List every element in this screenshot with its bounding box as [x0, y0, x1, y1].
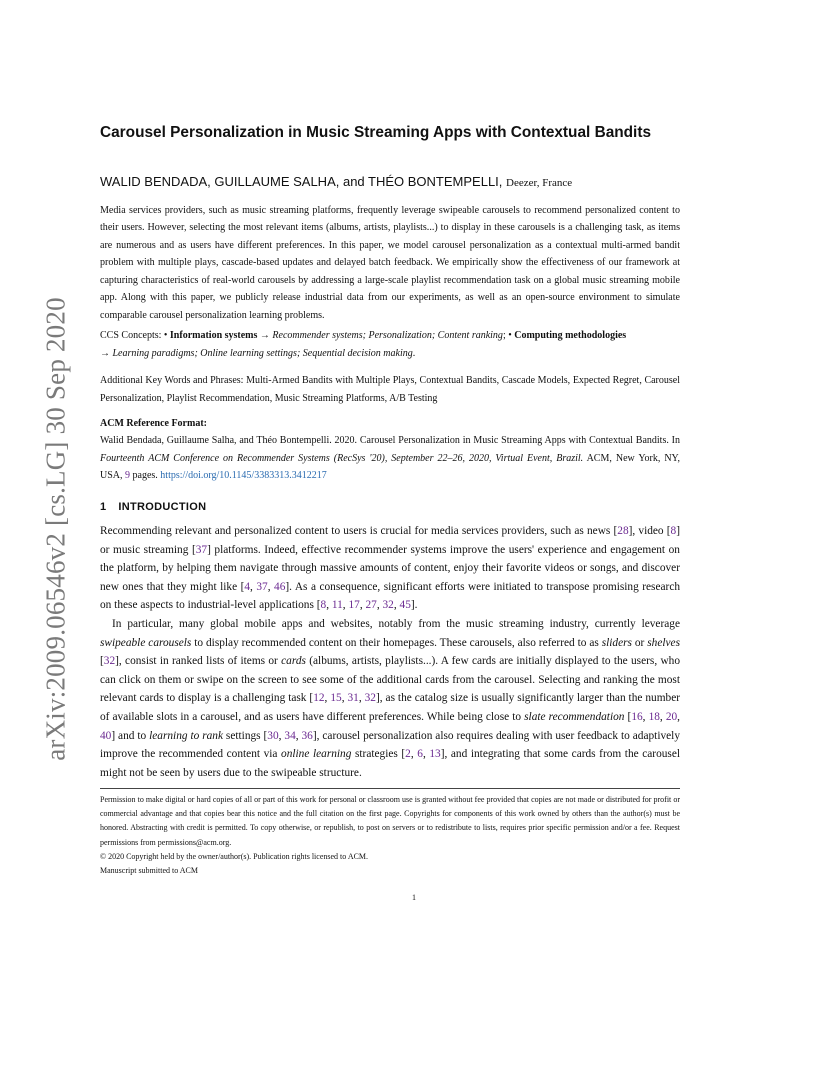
emphasis: shelves [647, 636, 681, 649]
text: (albums, artists, playlists...). A few cards are initially displayed to the users, who can click on them or swipe on the screen to see some of the additional cards from the carousel. Selecting and ranking the most relevant cards to display is a challenging task [ [100, 655, 680, 705]
text: , [359, 599, 366, 612]
acm-reference [100, 432, 680, 485]
keywords: Additional Key Words and Phrases: Multi-Armed Bandits with Multiple Plays, Contextual Bandits, Cascade Models, Expected Regret, Carousel Personalization, Playlist Recommendation, Music Streaming Platforms, A/B Testing [100, 375, 680, 404]
citation-link[interactable]: 8 [670, 525, 677, 537]
text: Recommending relevant and personalized content to users is crucial for media services providers, such as news [ [100, 525, 618, 537]
citation-link[interactable]: 34 [284, 729, 296, 742]
ccs-label: CCS Concepts: • [100, 330, 168, 341]
citation-link[interactable]: 20 [665, 710, 678, 723]
text: ], video [ [628, 525, 671, 537]
ccs-category-1: Information systems [169, 330, 258, 341]
citation-link[interactable]: 31 [347, 692, 359, 705]
section-title: INTRODUCTION [118, 501, 207, 513]
section-number: 1 [100, 501, 107, 513]
text: or [631, 636, 648, 649]
page-count-link[interactable]: 9 [125, 470, 131, 482]
citation-link[interactable]: 4 [244, 580, 251, 593]
citation-link[interactable]: 37 [256, 580, 268, 593]
author-names: WALID BENDADA, GUILLAUME SALHA, and THÉO BONTEMPELLI, [100, 174, 503, 189]
text: , [324, 692, 331, 705]
text: , [376, 599, 383, 612]
acm-reference-text: pages. [130, 470, 161, 482]
citation-link[interactable]: 30 [267, 729, 279, 742]
citation-link[interactable]: 36 [301, 729, 313, 742]
citation-link[interactable]: 16 [631, 710, 643, 723]
citation-link[interactable]: 28 [617, 525, 629, 537]
citation-link[interactable]: 46 [274, 580, 286, 593]
text: ] or music streaming [ [100, 525, 680, 556]
emphasis: online learning [281, 748, 352, 761]
emphasis: cards [281, 655, 306, 668]
text: ], consist in ranked lists of items or [115, 655, 282, 668]
citation-link[interactable]: 32 [103, 655, 116, 668]
emphasis: slate recommendation [524, 710, 625, 723]
ccs-separator: ; • [502, 330, 512, 341]
text: , [326, 599, 332, 612]
text: ], as the catalog size is usually significantly larger than the number of available slots in a carousel, and as users have different preferences. While being close to [100, 692, 681, 723]
citation-link[interactable]: 18 [648, 710, 660, 723]
text: In particular, many global mobile apps and websites, notably from the music streaming industry, currently leverage [112, 617, 680, 630]
text: [ [100, 655, 104, 668]
author-line [100, 174, 720, 189]
ccs-end: . [412, 347, 416, 359]
manuscript-notice: Manuscript submitted to ACM [100, 866, 198, 876]
text: ] platforms. Indeed, effective recommender systems improve the users' experience and engagement on the platform, by helping them navigate through massive amounts of content, enjoy their favorite videos or songs, and discover new ones that they might like [ [100, 543, 680, 593]
text: settings [ [223, 729, 268, 742]
citation-link[interactable]: 32 [364, 692, 376, 705]
citation-link[interactable]: 27 [365, 599, 377, 612]
text: ] and to [111, 729, 150, 742]
text: ], and integrating that some cards from the carousel might not be seen by users due to the swipeable structure. [100, 748, 681, 779]
ccs-items-1: Recommender systems; Personalization; Content ranking [272, 330, 503, 341]
emphasis: sliders [601, 636, 632, 649]
citation-link[interactable]: 13 [429, 748, 441, 761]
acm-reference-text: ACM, New York, NY, USA, [100, 452, 680, 482]
page-number: 1 [412, 893, 416, 902]
footnote-rule [100, 788, 680, 789]
arxiv-identifier-sidebar [36, 294, 76, 764]
ccs-category-2: Computing methodologies [514, 330, 627, 341]
text: , [278, 729, 285, 742]
citation-link[interactable]: 15 [330, 692, 342, 705]
text: , [341, 692, 348, 705]
citation-link[interactable]: 2 [405, 748, 411, 761]
text: , [250, 580, 257, 593]
text: , [342, 599, 349, 612]
doi-link[interactable]: https://doi.org/10.1145/3383313.3412217 [160, 470, 327, 482]
citation-link[interactable]: 11 [331, 599, 343, 612]
text: , [393, 599, 400, 612]
citation-link[interactable]: 37 [195, 543, 208, 556]
text: ]. [410, 599, 418, 612]
acm-reference-venue: Fourteenth ACM Conference on Recommender Systems (RecSys '20), September 22–26, 2020, Virtual Event, Brazil. [100, 452, 584, 464]
text: , [410, 748, 418, 761]
introduction-body [100, 522, 680, 782]
emphasis: swipeable carousels [100, 636, 192, 649]
abstract: Media services providers, such as music streaming platforms, frequently leverage swipeable carousels to recommend personalized content to their users. However, selecting the most relevant items (albums, artists, playlists...) to display in these carousels is a challenging task, as items are numerous and as users have different preferences. In this paper, we model carousel personalization as a contextual multi-armed bandit problem with multiple plays, cascade-based updates and delayed batch feedback. We empirically show the effectiveness of our framework at capturing characteristics of real-world carousels by addressing a large-scale playlist recommendation task on a global music streaming mobile app. Along with this paper, we publicly release industrial data from our experiments, as well as an open-source environment to simulate comparable carousel personalization learning problems. [100, 205, 680, 321]
text: , [677, 710, 680, 723]
text: , [295, 729, 302, 742]
author-affiliation: Deezer, France [506, 177, 573, 189]
citation-link[interactable]: 45 [399, 599, 411, 612]
text: , [422, 748, 430, 761]
ccs-arrow: → [257, 330, 273, 341]
citation-link[interactable]: 12 [313, 692, 325, 705]
ccs-concepts [100, 327, 680, 362]
permission-notice: Permission to make digital or hard copies of all or part of this work for personal or classroom use is granted without fee provided that copies are not made or distributed for profit or commercial advantage and that copies bear this notice and the full citation on the first page. Copyrights for components of this work owned by others than the author(s) must be honored. Abstracting with credit is permitted. To copy otherwise, or republish, to post on servers or to redistribute to lists, requires prior specific permission and/or a fee. Request permissions from permissions@acm.org. [100, 795, 680, 847]
text: to display recommended content on their homepages. These carousels, also referred to as [191, 636, 602, 649]
text: [ [624, 710, 632, 723]
citation-link[interactable]: 6 [417, 748, 423, 761]
citation-link[interactable]: 8 [320, 599, 327, 612]
section-heading [100, 501, 206, 513]
citation-link[interactable]: 17 [348, 599, 360, 612]
acm-reference-text: Walid Bendada, Guillaume Salha, and Théo Bontempelli. 2020. Carousel Personalization in Music Streaming Apps with Contextual Bandits. In [100, 435, 680, 446]
text: ]. As a consequence, significant efforts were initiated to transpose promising research on these aspects to industrial-level applications [ [100, 580, 681, 612]
text: , [267, 580, 275, 593]
citation-link[interactable]: 40 [100, 729, 112, 742]
footnote [100, 793, 680, 878]
ccs-arrow: → [100, 347, 113, 359]
acm-reference-heading: ACM Reference Format: [100, 418, 207, 429]
text: , [659, 710, 666, 723]
text: , [642, 710, 649, 723]
text: strategies [ [351, 748, 406, 761]
ccs-items-2: Learning paradigms; Online learning settings; Sequential decision making [112, 347, 413, 359]
text: ], carousel personalization also requires dealing with user feedback to adaptively improve the recommended content via [100, 729, 681, 761]
arxiv-identifier: arXiv:2009.06546v2 [cs.LG] 30 Sep 2020 [40, 297, 71, 761]
emphasis: learning to rank [149, 729, 223, 742]
paragraph [100, 522, 680, 615]
text: , [358, 692, 365, 705]
copyright-notice: © 2020 Copyright held by the owner/author(s). Publication rights licensed to ACM. [100, 851, 369, 861]
paragraph [100, 615, 680, 782]
paper-title: Carousel Personalization in Music Streaming Apps with Contextual Bandits [100, 124, 652, 141]
citation-link[interactable]: 32 [382, 599, 394, 612]
